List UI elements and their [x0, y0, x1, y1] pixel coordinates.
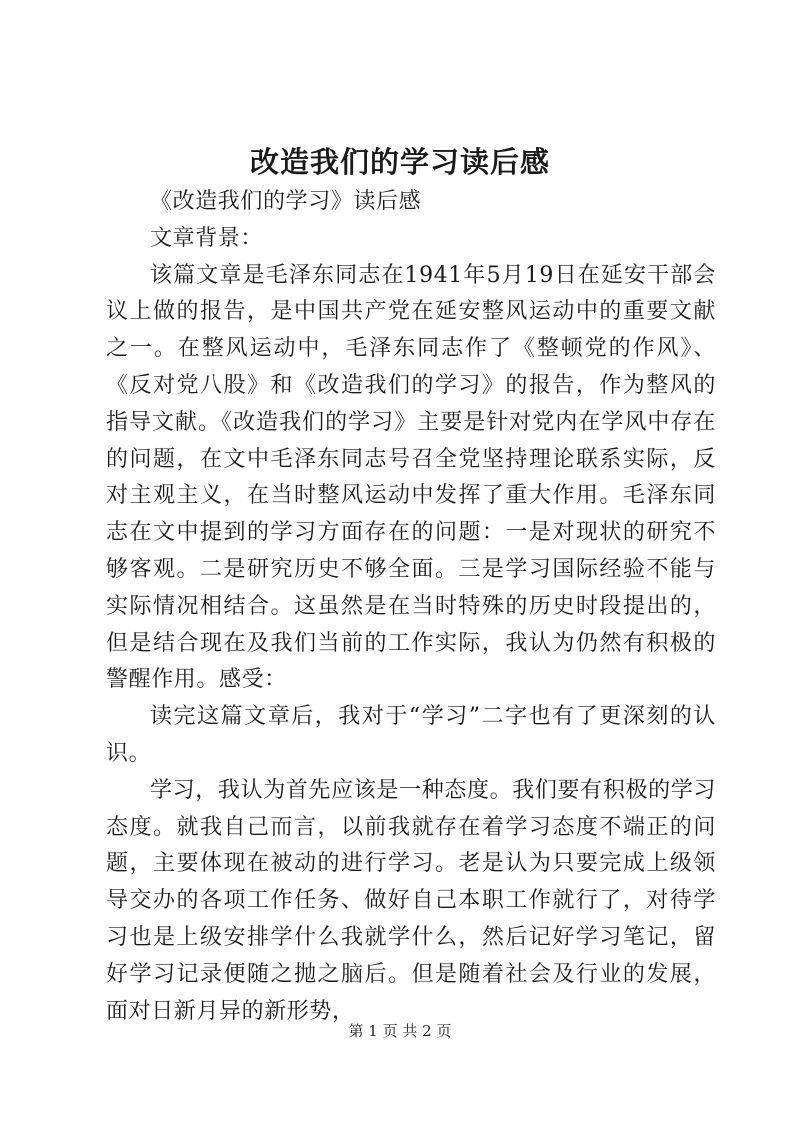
subtitle-paragraph: 《改造我们的学习》读后感	[150, 189, 422, 214]
page-title: 改造我们的学习读后感	[249, 145, 550, 179]
document-body	[106, 184, 716, 1030]
reflection-intro-paragraph: 读完这篇文章后，我对于“学习”二字也有了更深刻的认识。	[106, 704, 716, 766]
background-paragraph: 该篇文章是毛泽东同志在1941年5月19日在延安干部会议上做的报告，是中国共产党在延安整风运动中的重要文献之一。在整风运动中，毛泽东同志作了《整顿党的作风》、《反对党八股》和《改造我们的学习》的报告，作为整风的指导文献。《改造我们的学习》主要是针对党内在学风中存在的问题，在文中毛泽东同志号召全党坚持理论联系实际，反对主观主义，在当时整风运动中发挥了重大作用。毛泽东同志在文中提到的学习方面存在的问题：一是对现状的研究不够客观。二是研究历史不够全面。三是学习国际经验不能与实际情况相结合。这虽然是在当时特殊的历史时段提出的，但是结合现在及我们当前的工作实际，我认为仍然有积极的警醒作用。感受：	[106, 262, 716, 693]
learning-attitude-paragraph: 学习，我认为首先应该是一种态度。我们要有积极的学习态度。就我自己而言，以前我就存在着学习态度不端正的问题，主要体现在被动的进行学习。老是认为只要完成上级领导交办的各项工作任务、做好自己本职工作就行了，对待学习也是上级安排学什么我就学什么，然后记好学习笔记，留好学习记录便随之抛之脑后。但是随着社会及行业的发展，面对日新月异的新形势，	[106, 777, 716, 1024]
section-heading-paragraph: 文章背景：	[150, 225, 264, 251]
page-footer: 第 1 页 共 2 页	[348, 1022, 452, 1040]
